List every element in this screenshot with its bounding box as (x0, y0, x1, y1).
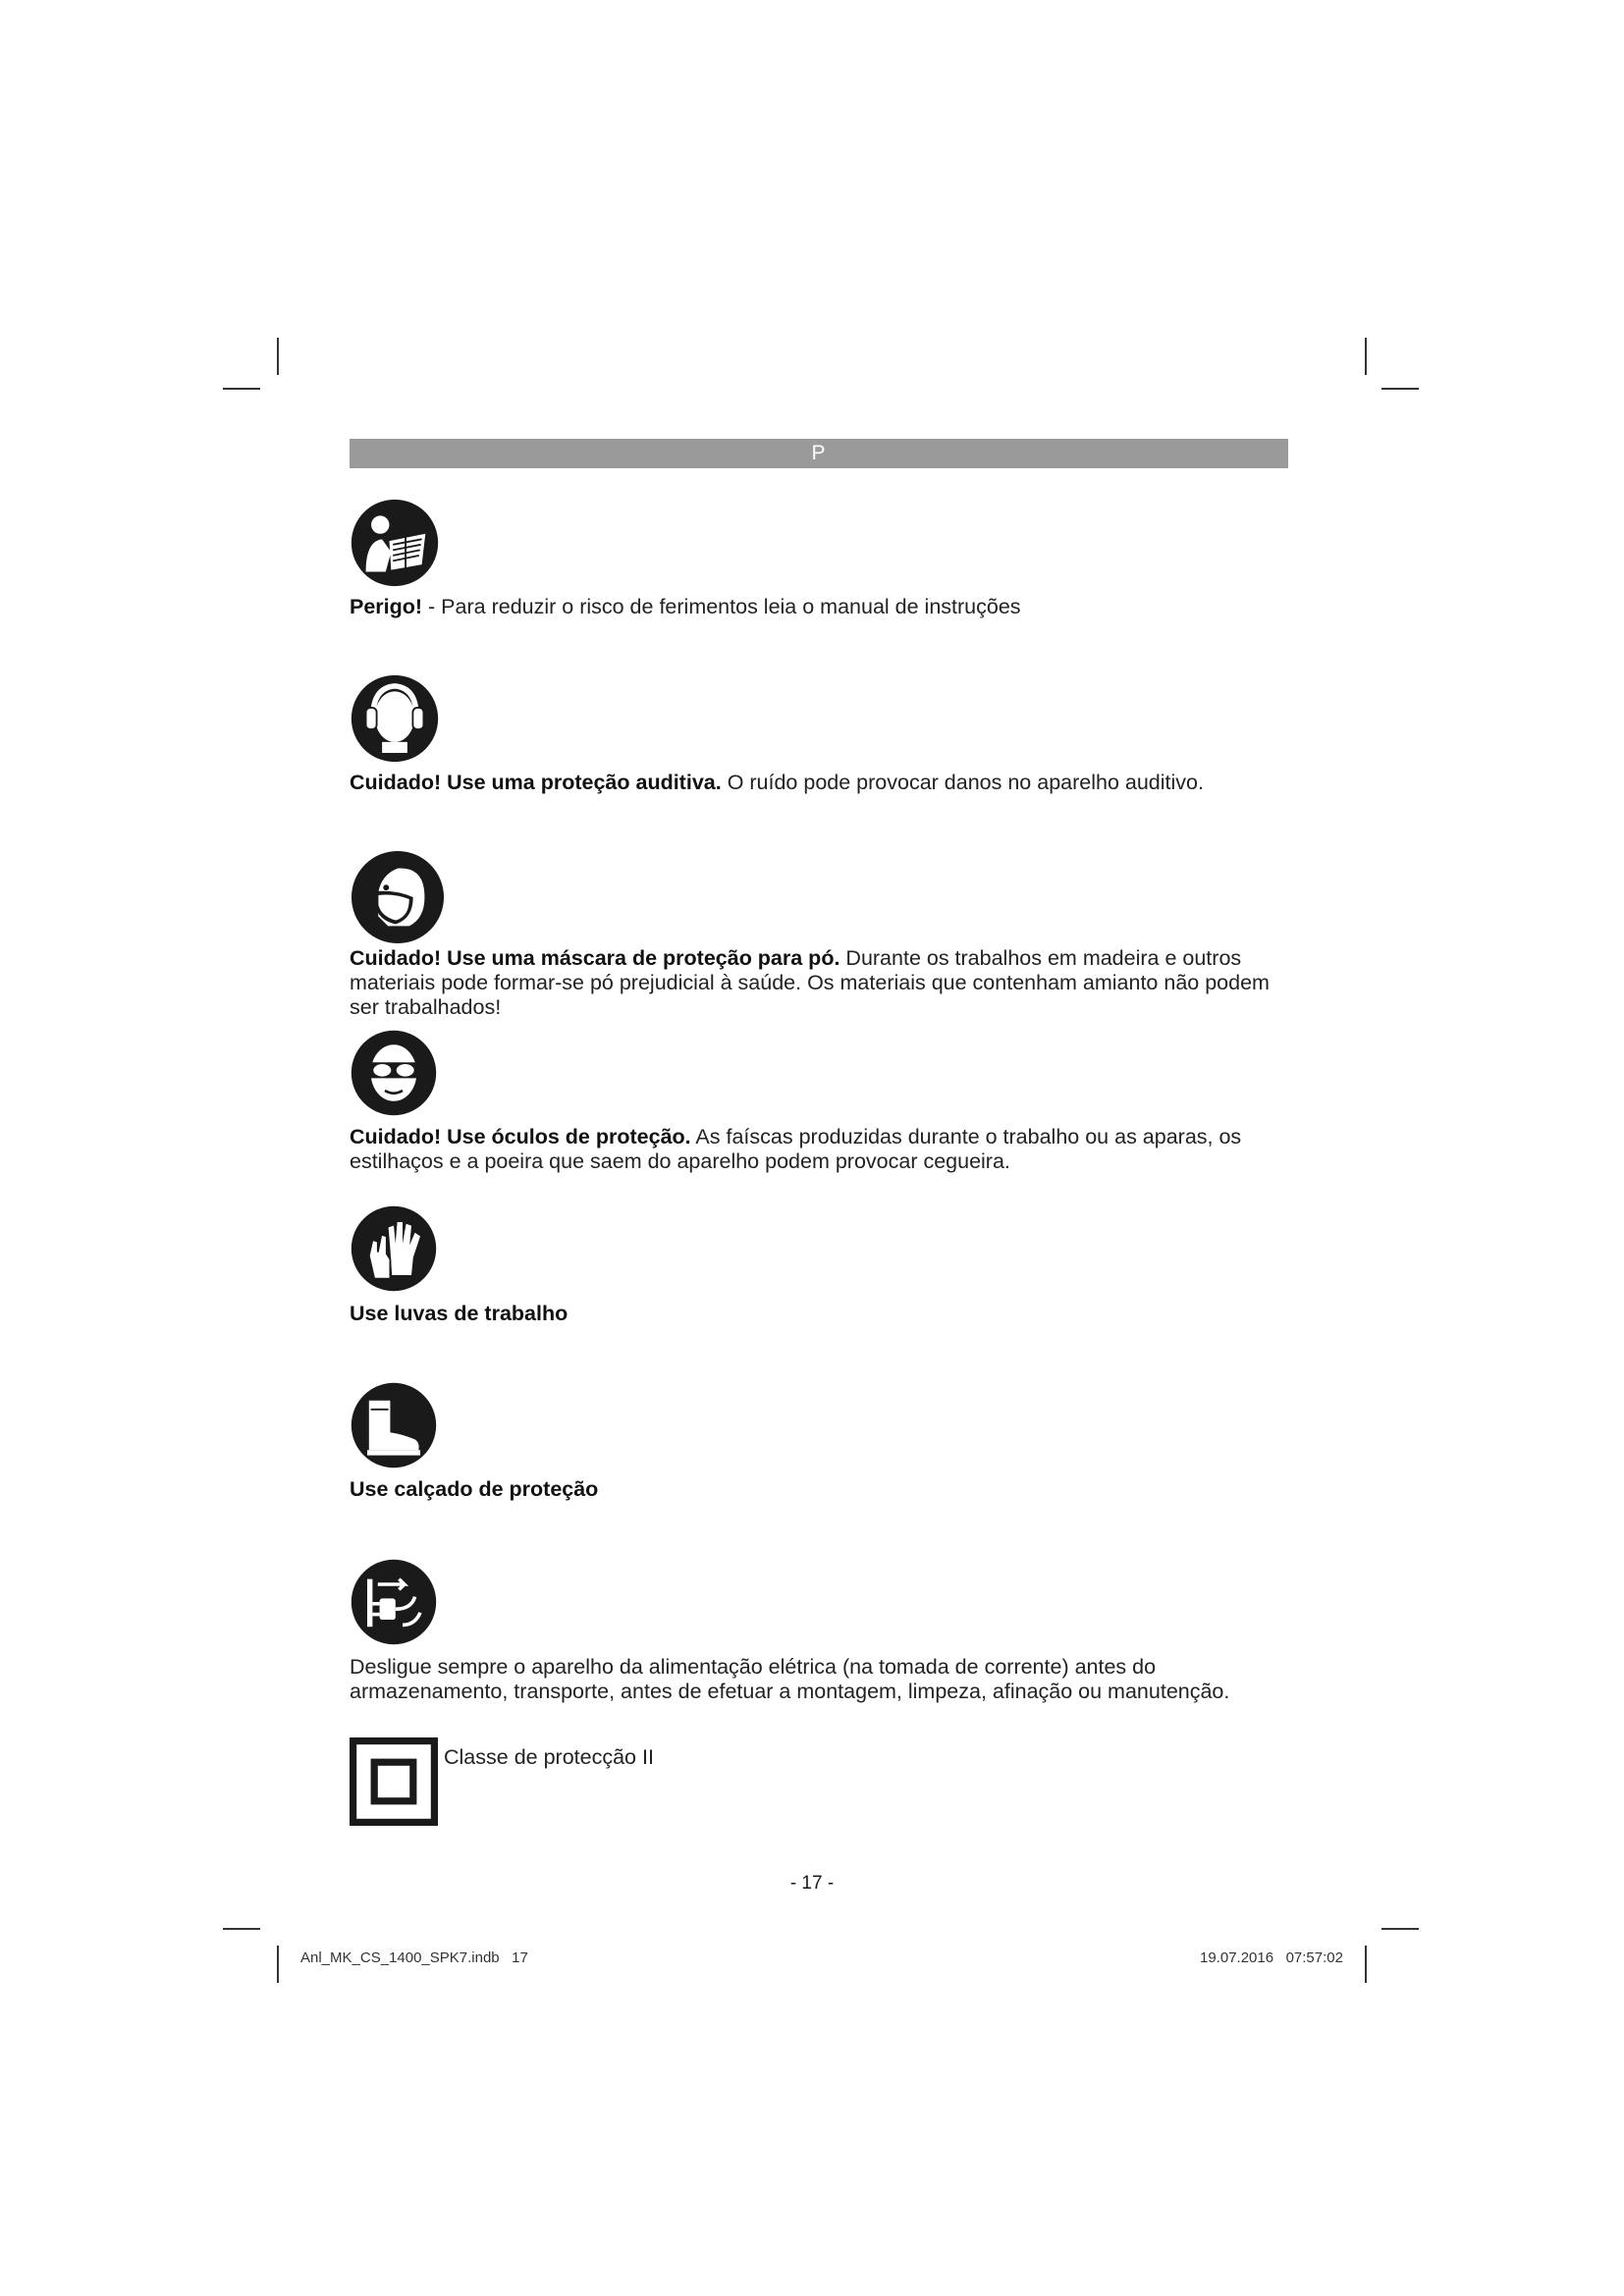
work-gloves-icon (350, 1204, 438, 1293)
footer-file-name: Anl_MK_CS_1400_SPK7.indb 17 (300, 1949, 528, 1966)
warning-goggles: Cuidado! Use óculos de proteção. As faíscas produzidas durante o trabalho ou as aparas, os estilhaços e a poeira que saem do aparelho podem provocar cegueira. (350, 1125, 1242, 1173)
crop-mark (277, 338, 279, 375)
double-insulation-icon (350, 1737, 438, 1826)
dust-mask-icon (350, 849, 446, 945)
unplug-icon (350, 1558, 438, 1646)
crop-mark (223, 388, 260, 390)
class-ii-label: Classe de protecção II (444, 1745, 654, 1769)
page-number: - 17 - (789, 1873, 835, 1894)
section-header-bar: P (350, 439, 1288, 468)
crop-mark (223, 1928, 260, 1930)
warning-hearing: Cuidado! Use uma proteção auditiva. O ruído pode provocar danos no aparelho auditivo. (350, 771, 1204, 794)
crop-mark (1365, 1946, 1367, 1983)
crop-mark (277, 1946, 279, 1983)
crop-mark (1365, 338, 1367, 375)
read-manual-icon (350, 498, 440, 588)
safety-goggles-icon (350, 1029, 438, 1117)
safety-boots-icon (350, 1381, 438, 1469)
crop-mark (1381, 388, 1419, 390)
warning-unplug: Desligue sempre o aparelho da alimentação elétrica (na tomada de corrente) antes do armazenamento, transporte, antes de efetuar a montagem, limpeza, afinação ou manutenção. (350, 1655, 1230, 1703)
warning-gloves: Use luvas de trabalho (350, 1302, 568, 1325)
ear-protection-icon (350, 673, 440, 764)
footer-timestamp: 19.07.2016 07:57:02 (1200, 1949, 1343, 1966)
crop-mark (1381, 1928, 1419, 1930)
warning-dust-mask: Cuidado! Use uma máscara de proteção para pó. Durante os trabalhos em madeira e outros materiais pode formar-se pó prejudicial à saúde. Os materiais que contenham amianto não podem ser trabalhados! (350, 946, 1270, 1019)
warning-boots: Use calçado de proteção (350, 1477, 599, 1501)
warning-read-manual: Perigo! - Para reduzir o risco de ferimentos leia o manual de instruções (350, 595, 1021, 618)
